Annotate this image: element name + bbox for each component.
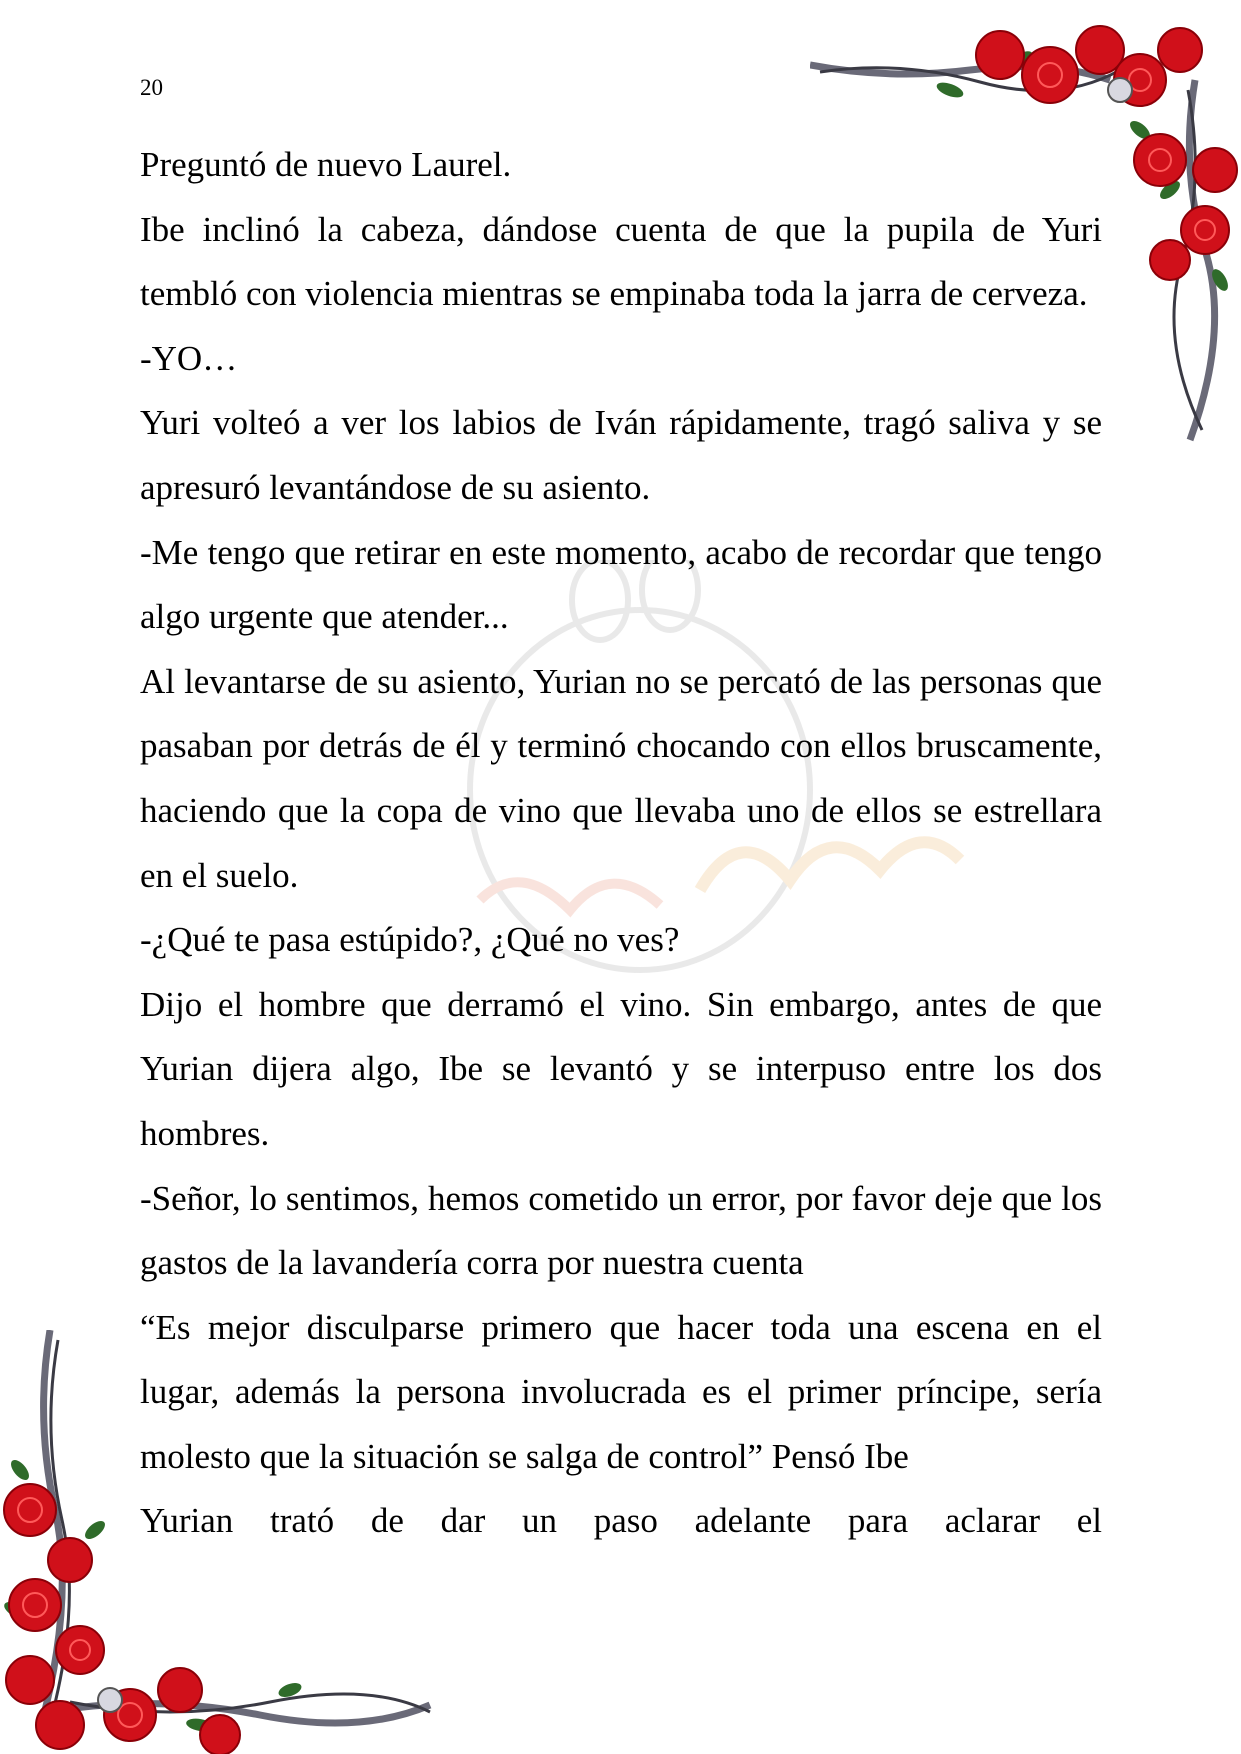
paragraph: Al levantarse de su asiento, Yurian no se percató de las personas que pasaban por detrás de él y terminó chocando con ellos bruscamente, haciendo que la copa de vino que llevaba uno de ellos se estrellara en el suelo. — [140, 661, 1102, 895]
paragraph: Dijo el hombre que derramó el vino. Sin embargo, antes de que Yurian dijera algo, Ibe se levantó y se interpuso entre los dos hombres. — [140, 984, 1102, 1153]
paragraph: Preguntó de nuevo Laurel. — [140, 145, 512, 184]
paragraph: -¿Qué te pasa estúpido?, ¿Qué no ves? — [140, 920, 680, 960]
paragraph: Yuri volteó a ver los labios de Iván rápidamente, tragó saliva y se apresuró levantándose de su asiento. — [140, 403, 1102, 507]
paragraph: -YO… — [140, 338, 238, 378]
paragraph: Ibe inclinó la cabeza, dándose cuenta de que la pupila de Yuri tembló con violencia mientras se empinaba toda la jarra de cerveza. — [140, 209, 1102, 314]
paragraph: -Señor, lo sentimos, hemos cometido un error, por favor deje que los gastos de la lavandería corra por nuestra cuenta — [140, 1178, 1102, 1283]
paragraph: Yurian trató de dar un paso adelante para aclarar el — [140, 1501, 1102, 1541]
paragraph: -Me tengo que retirar en este momento, acabo de recordar que tengo algo urgente que atender... — [140, 532, 1102, 637]
paragraph: “Es mejor disculparse primero que hacer toda una escena en el lugar, además la persona involucrada es el primer príncipe, sería molesto que la situación se salga de control” Pensó Ibe — [140, 1307, 1102, 1476]
body-text — [140, 133, 1102, 1554]
page-number: 20 — [140, 75, 163, 100]
